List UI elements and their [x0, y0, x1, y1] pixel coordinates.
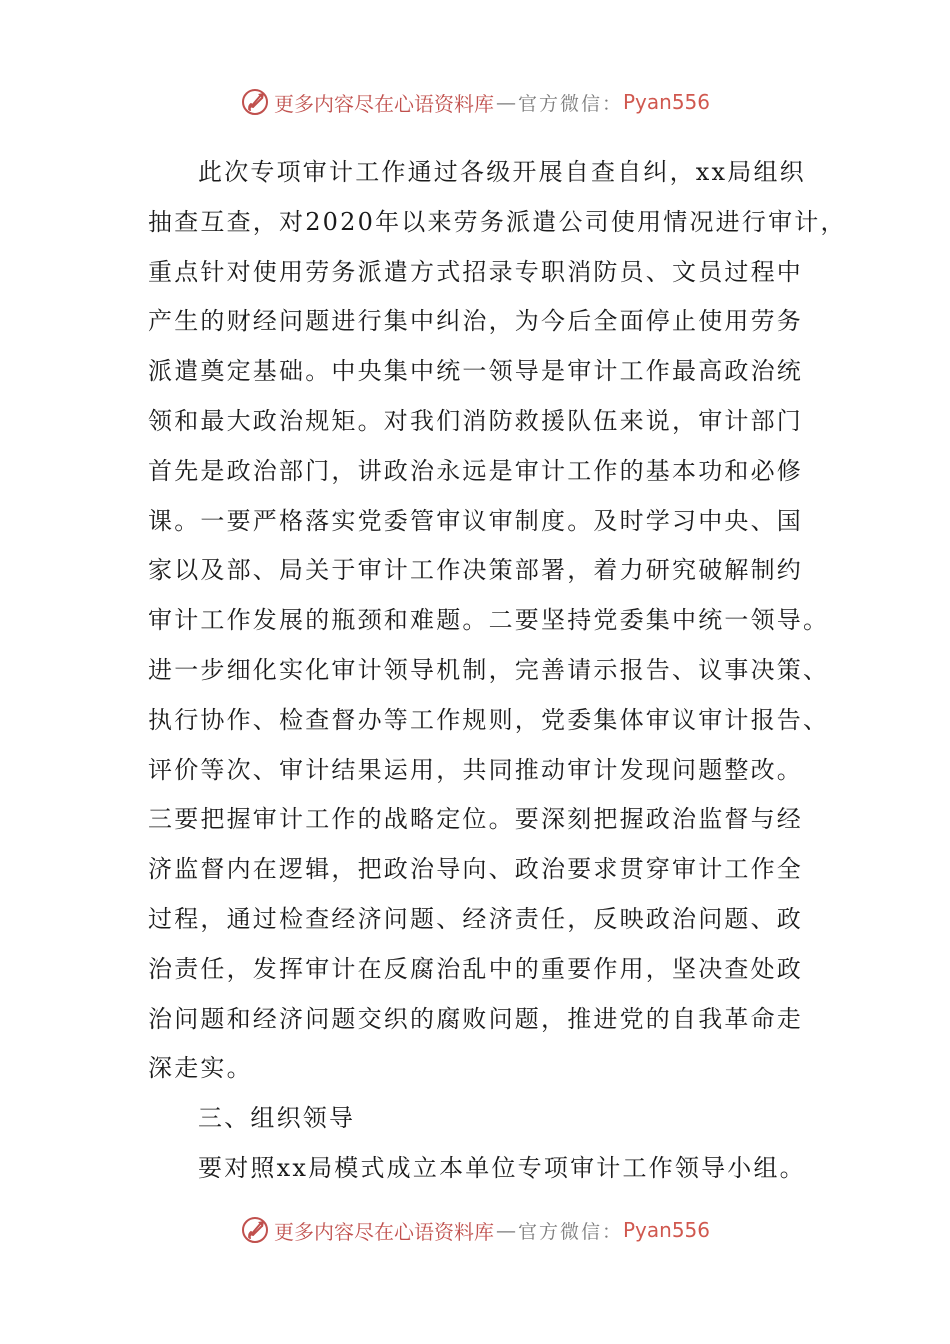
- body-line: 审计工作发展的瓶颈和难题。二要坚持党委集中统一领导。: [148, 606, 830, 635]
- body-line: 领和最大政治规矩。对我们消防救援队伍来说，审计部门: [148, 406, 803, 435]
- header-dash: —: [495, 90, 516, 114]
- body-line: 首先是政治部门，讲政治永远是审计工作的基本功和必修: [148, 456, 803, 485]
- footer-wechat-label: 官方微信：: [517, 1220, 623, 1243]
- header-brand-text: 更多内容尽在心语资料库: [273, 91, 494, 116]
- body-line: 过程，通过检查经济问题、经济责任，反映政治问题、政: [148, 904, 803, 933]
- footer-watermark-banner: [0, 1210, 950, 1250]
- header-wechat-label: 官方微信：: [517, 92, 623, 115]
- body-line: 此次专项审计工作通过各级开展自查自纠，xx局组织: [198, 158, 806, 186]
- body-line: 三要把握审计工作的战略定位。要深刻把握政治监督与经: [148, 805, 803, 834]
- footer-dash: —: [495, 1218, 516, 1242]
- body-line: 家以及部、局关于审计工作决策部署，着力研究破解制约: [148, 556, 803, 585]
- body-line: 执行协作、检查督办等工作规则，党委集体审议审计报告、: [148, 705, 830, 734]
- footer-brand-text: 更多内容尽在心语资料库: [273, 1219, 494, 1244]
- footer-wechat-id: Pyan556: [623, 1218, 711, 1242]
- body-line: 抽查互查，对2020年以来劳务派遣公司使用情况进行审计，: [148, 207, 847, 236]
- body-line: 深走实。: [148, 1054, 253, 1083]
- body-line: 治责任，发挥审计在反腐治乱中的重要作用，坚决查处政: [148, 954, 803, 983]
- quill-logo-icon: [240, 87, 270, 117]
- body-line: 要对照xx局模式成立本单位专项审计工作领导小组。: [198, 1153, 806, 1182]
- body-line: 产生的财经问题进行集中纠治，为今后全面停止使用劳务: [148, 307, 803, 336]
- body-line: 课。一要严格落实党委管审议审制度。及时学习中央、国: [148, 506, 803, 535]
- body-line: 治问题和经济问题交织的腐败问题，推进党的自我革命走: [148, 1004, 803, 1033]
- section-heading: 三、组织领导: [198, 1104, 356, 1133]
- body-line: 济监督内在逻辑，把政治导向、政治要求贯穿审计工作全: [148, 855, 803, 884]
- header-watermark-banner: [0, 82, 950, 122]
- body-line: 进一步细化实化审计领导机制，完善请示报告、议事决策、: [148, 655, 830, 684]
- body-line: 重点针对使用劳务派遣方式招录专职消防员、文员过程中: [148, 257, 803, 286]
- body-line: 评价等次、审计结果运用，共同推动审计发现问题整改。: [148, 755, 803, 784]
- quill-logo-icon: [240, 1215, 270, 1245]
- body-line: 派遣奠定基础。中央集中统一领导是审计工作最高政治统: [148, 357, 803, 386]
- document-body: [148, 148, 847, 1194]
- header-wechat-id: Pyan556: [623, 90, 711, 114]
